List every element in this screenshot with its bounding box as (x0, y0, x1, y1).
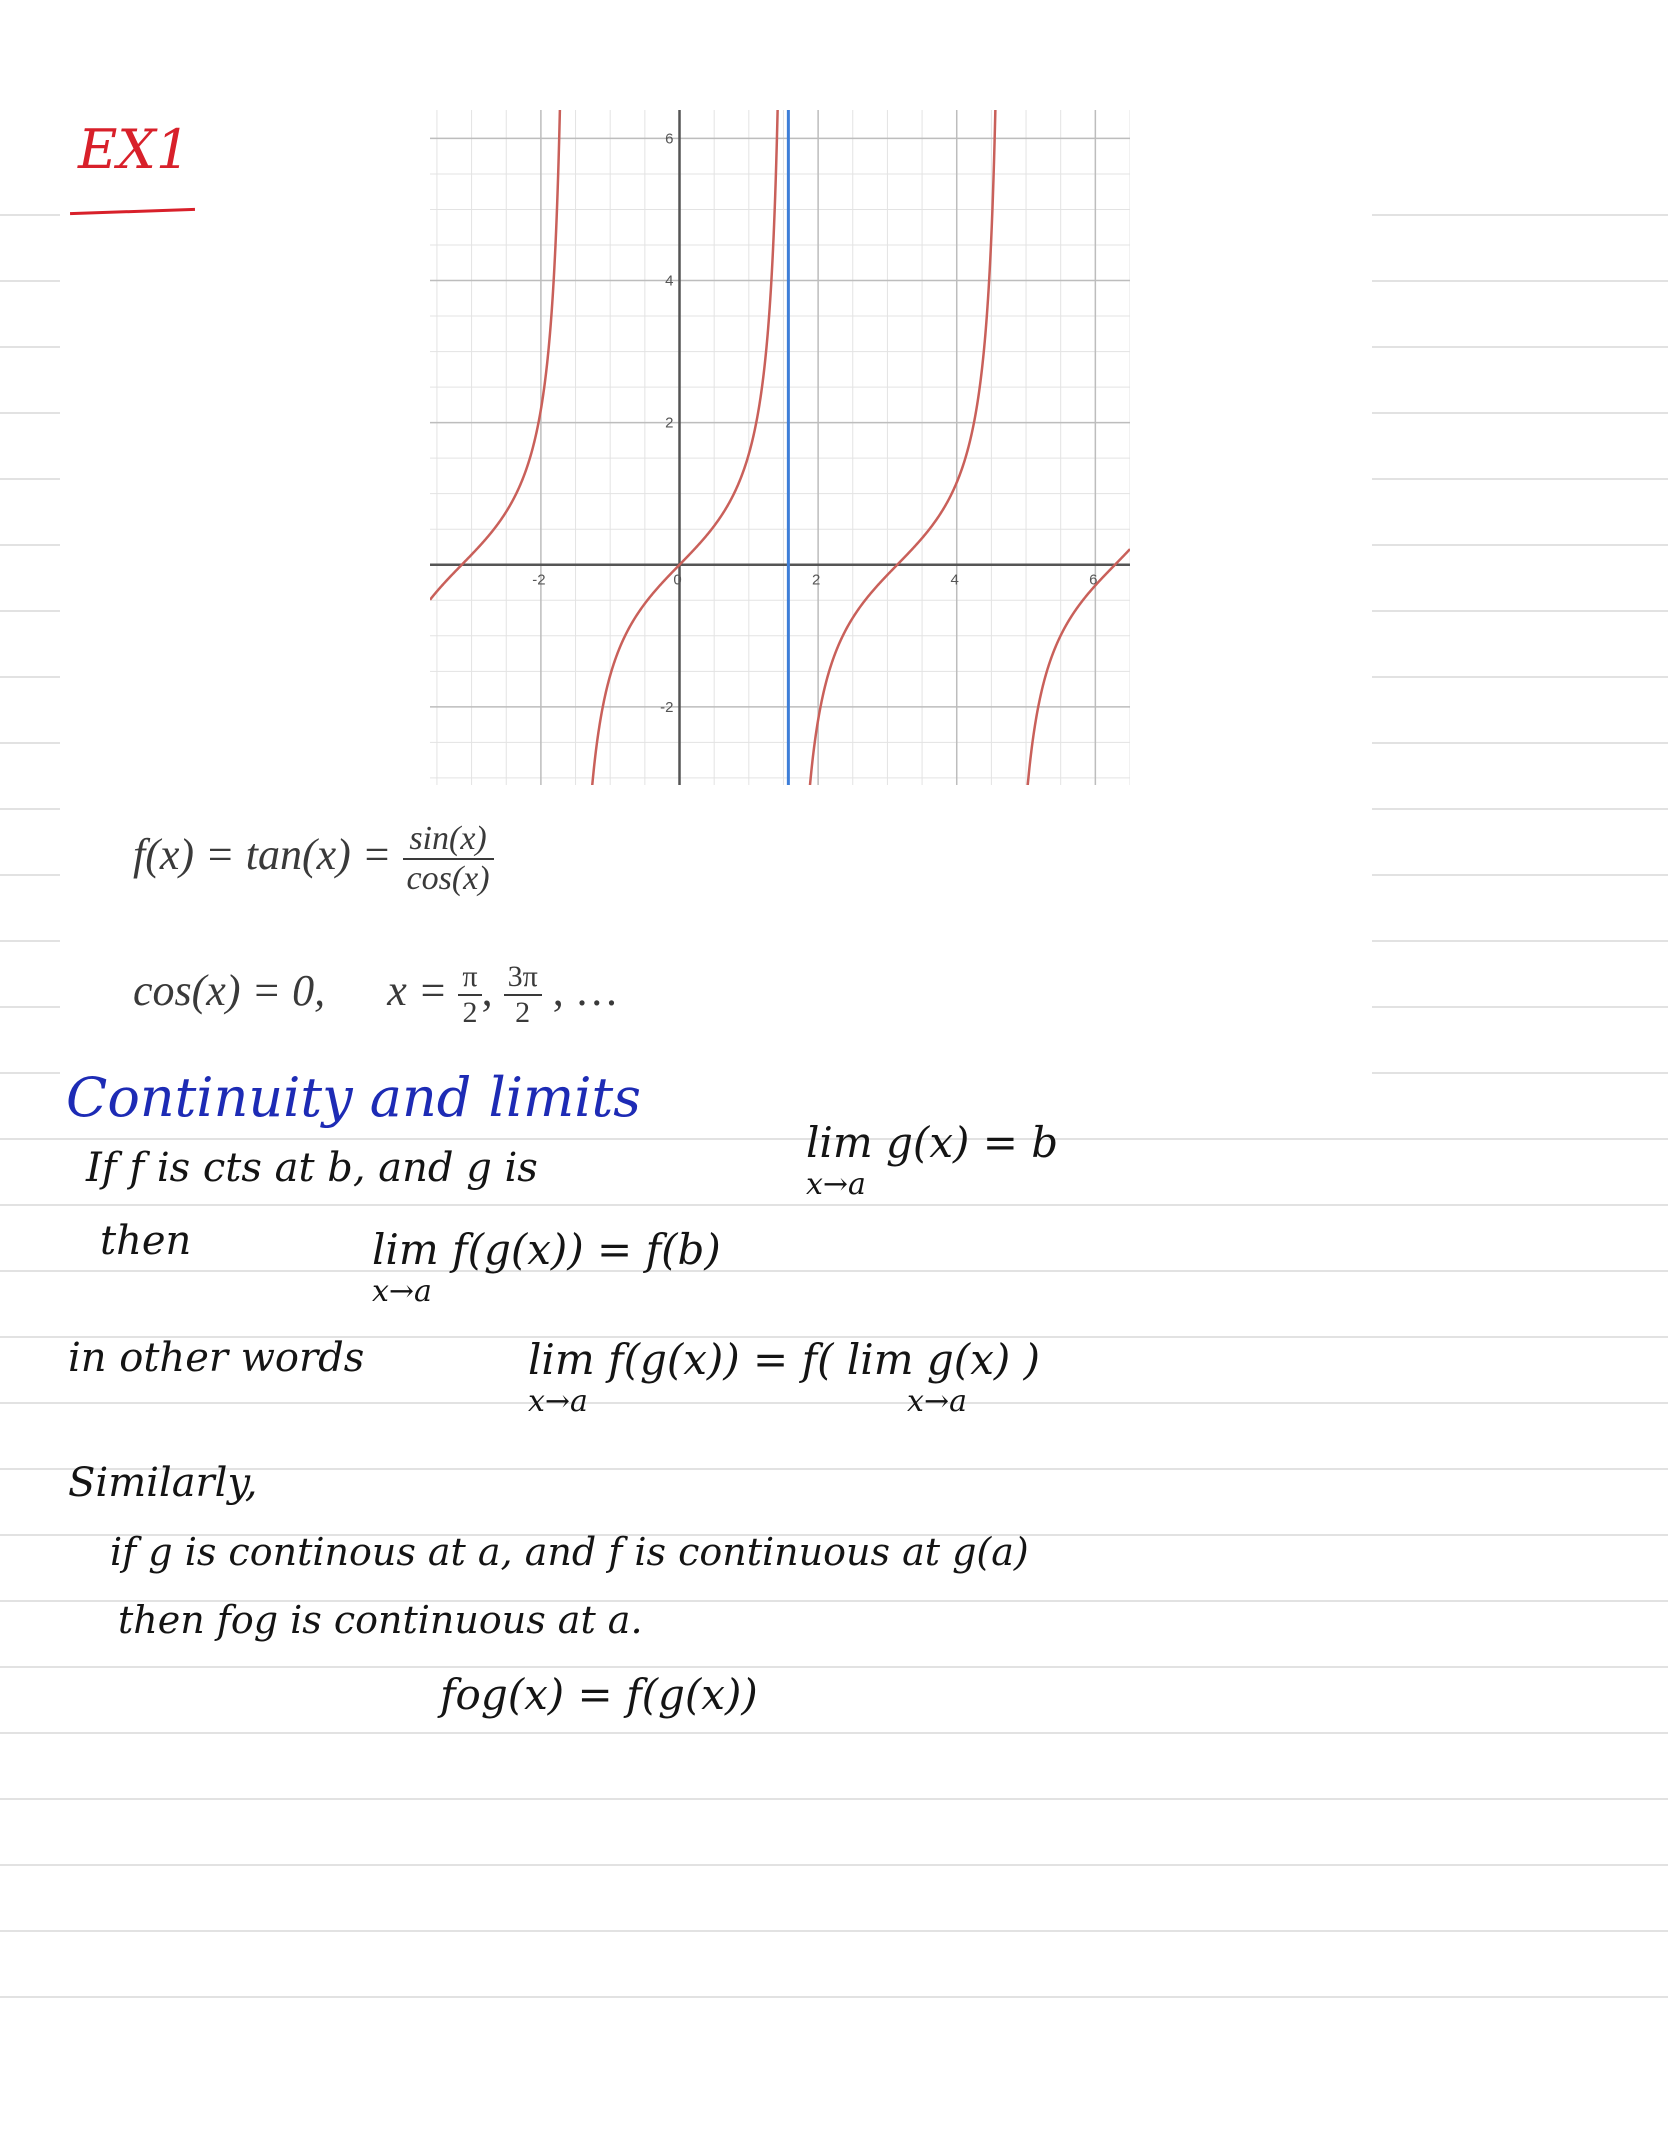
tan-definition (133, 820, 494, 898)
y-tick-label: -2 (660, 698, 674, 716)
y-tick-label: 6 (665, 130, 674, 148)
note-line-2a: then (100, 1218, 192, 1264)
y-tick-label: 2 (665, 414, 674, 432)
x-equals: x = (387, 966, 448, 1016)
x-tick-label: 4 (950, 571, 959, 589)
y-tick-label: 4 (665, 272, 674, 290)
three-pi-over-2: $\frac{3\pi}{2}$ (504, 960, 542, 1030)
note-line-4: Similarly, (68, 1460, 258, 1506)
pi-over-2: $\frac{\pi}{2}$ (458, 960, 481, 1030)
x-tick-label: 2 (811, 571, 821, 589)
x-tick-label: 0 (673, 571, 682, 589)
limit-subscript: x→a (528, 1384, 588, 1419)
sin-over-cos-fraction (403, 820, 494, 898)
cos-zero-text: cos(x) = 0, (133, 966, 326, 1016)
page-heading: EX1 (78, 118, 191, 181)
note-line-7: fog(x) = f(g(x)) (440, 1670, 758, 1719)
note-line-1a: If f is cts at b, and g is (86, 1145, 538, 1191)
fraction-numerator: sin(x) (403, 820, 494, 860)
cos-zero-equation: cos(x) = 0, x = $\frac{\pi}{2}$ , $\frac{3\pi}{2}$ , … (133, 960, 619, 1029)
note-line-5: if g is continous at a, and f is continuous at g(a) (110, 1530, 1029, 1574)
tan-definition-lhs: f(x) = tan(x) = (133, 830, 392, 880)
x-tick-label: 6 (1089, 571, 1098, 589)
tan-curve-branch (430, 110, 571, 600)
limit-subscript: x→a (907, 1384, 967, 1419)
limit-subscript: x→a (806, 1167, 866, 1202)
limit-subscript: x→a (372, 1274, 432, 1309)
note-line-6: then fog is continuous at a. (118, 1598, 643, 1642)
tan-curve-branch (789, 110, 1006, 785)
x-tick-label: -2 (532, 571, 546, 589)
note-line-1b: lim g(x) = b x→a (806, 1118, 1059, 1202)
fraction-denominator: cos(x) (406, 860, 490, 897)
tan-curve-branch (1006, 549, 1130, 785)
tan-graph (430, 110, 1130, 785)
notes-title: Continuity and limits (66, 1066, 641, 1129)
ellipsis: , … (552, 966, 619, 1016)
note-line-3b: lim f(g(x)) = f( lim g(x) ) x→a x→a (528, 1335, 1040, 1419)
note-line-2b: lim f(g(x)) = f(b) x→a (372, 1225, 721, 1309)
note-line-3a: in other words (68, 1335, 365, 1381)
